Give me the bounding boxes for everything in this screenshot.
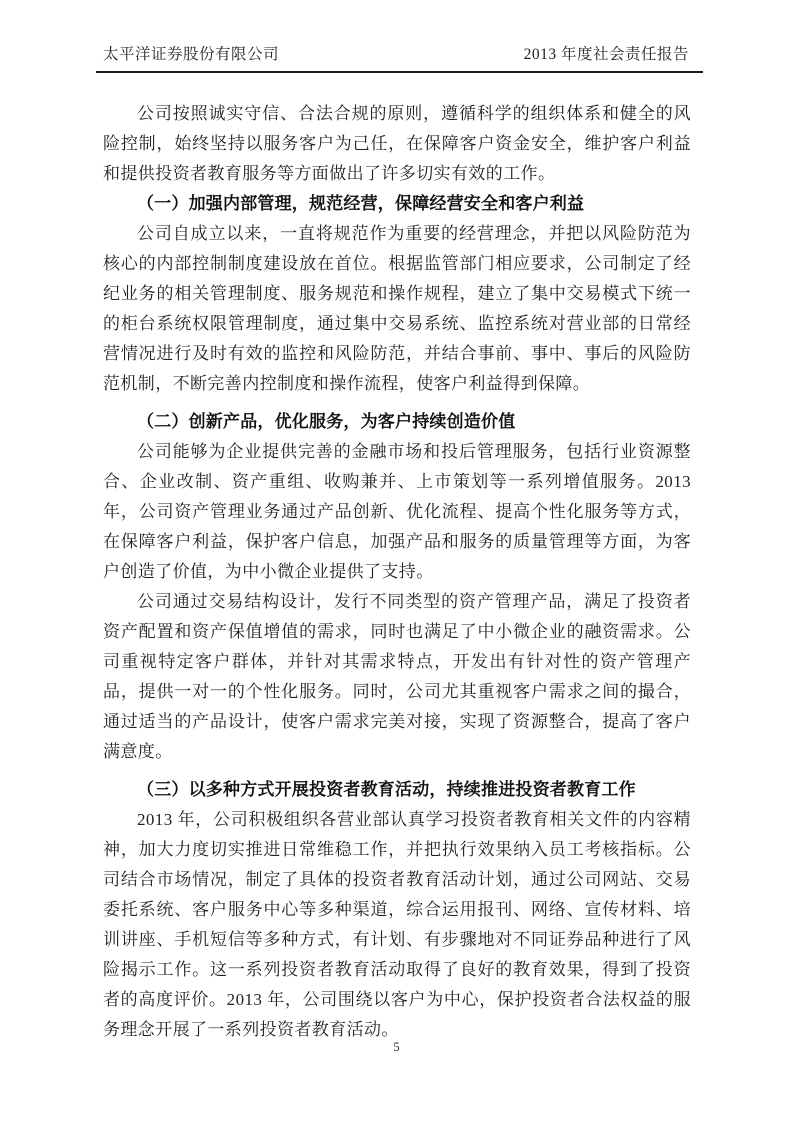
paragraph-investor-education: 2013 年，公司积极组织各营业部认真学习投资者教育相关文件的内容精神，加大力度切实推进日常维稳工作，并把执行效果纳入员工考核指标。公司结合市场情况，制定了具体的投资者教育活动计划，通过公司网站、交易委托系统、客户服务中心等多种渠道，综合运用报刊、网络、宣传材料、培训讲座、手机短信等多种方式，有计划、有步骤地对不同证券品种进行了风险揭示工作。这一系列投资者教育活动取得了良好的教育效果，得到了投资者的高度评价。2013 年，公司围绕以客户为中心，保护投资者合法权益的服务理念开展了一系列投资者教育活动。 bbox=[103, 810, 691, 1039]
paragraph-product-innovation: 公司能够为企业提供完善的金融市场和投后管理服务，包括行业资源整合、企业改制、资产重组、收购兼并、上市策划等一系列增值服务。2013 年，公司资产管理业务通过产品创新、优化流程、提高个性化服务等方式，在保障客户利益，保护客户信息，加强产品和服务的质量管理等方面，为客户创造了价值，为中小微企业提供了支持。 bbox=[103, 442, 691, 581]
document-body bbox=[103, 99, 691, 1045]
paragraph-internal-management: 公司自成立以来，一直将规范作为重要的经营理念，并把以风险防范为核心的内部控制制度建设放在首位。根据监管部门相应要求，公司制定了经纪业务的相关管理制度、服务规范和操作规程，建立了集中交易模式下统一的柜台系统权限管理制度，通过集中交易系统、监控系统对营业部的日常经营情况进行及时有效的监控和风险防范，并结合事前、事中、事后的风险防范机制，不断完善内控制度和操作流程，使客户利益得到保障。 bbox=[103, 224, 691, 393]
paragraph-asset-management: 公司通过交易结构设计，发行不同类型的资产管理产品，满足了投资者资产配置和资产保值增值的需求，同时也满足了中小微企业的融资需求。公司重视特定客户群体，并针对其需求特点，开发出有针对性的资产管理产品，提供一对一的个性化服务。同时，公司尤其重视客户需求之间的撮合，通过适当的产品设计，使客户需求完美对接，实现了资源整合，提高了客户满意度。 bbox=[103, 592, 691, 761]
section-heading-1: （一）加强内部管理，规范经营，保障经营安全和客户利益 bbox=[137, 194, 585, 213]
header-report-title: 2013 年度社会责任报告 bbox=[523, 46, 689, 63]
section-heading-2: （二）创新产品，优化服务，为客户持续创造价值 bbox=[137, 412, 516, 431]
section-heading-3: （三）以多种方式开展投资者教育活动，持续推进投资者教育工作 bbox=[137, 780, 636, 799]
header-company-name: 太平洋证券股份有限公司 bbox=[103, 46, 280, 63]
page-footer bbox=[0, 1040, 793, 1055]
page-header bbox=[96, 46, 703, 73]
page-number: 5 bbox=[393, 1040, 400, 1054]
paragraph-intro: 公司按照诚实守信、合法合规的原则，遵循科学的组织体系和健全的风险控制，始终坚持以服务客户为己任，在保障客户资金安全，维护客户利益和提供投资者教育服务等方面做出了许多切实有效的工作。 bbox=[103, 104, 691, 183]
